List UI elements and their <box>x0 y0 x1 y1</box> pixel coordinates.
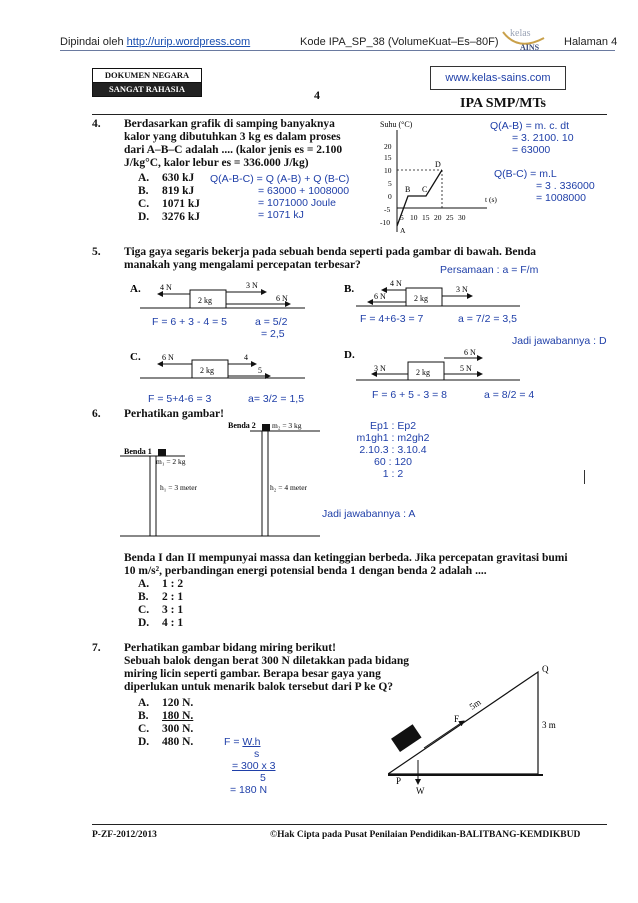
note-line: 60 : 120 <box>374 456 412 468</box>
footer-copyright: ©Hak Cipta pada Pusat Penilaian Pendidikan-BALITBANG-KEMDIKBUD <box>270 830 581 840</box>
q7-line: Perhatikan gambar bidang miring berikut! <box>124 642 336 654</box>
q6-number: 6. <box>92 408 101 420</box>
note-wh: W.h <box>242 736 261 748</box>
note-line: = 63000 + 1008000 <box>258 185 350 197</box>
scan-credit-link[interactable]: http://urip.wordpress.com <box>126 36 251 48</box>
point-label: B <box>405 185 411 194</box>
option-text: 1071 kJ <box>162 198 201 210</box>
length-label: 5m <box>467 696 483 712</box>
force-label: 6 N <box>276 294 288 303</box>
note-line: = 1071000 Joule <box>258 197 336 209</box>
x-tick: 10 <box>410 213 418 222</box>
force-label: 4 N <box>390 279 402 288</box>
stamp-bottom: SANGAT RAHASIA <box>93 83 201 96</box>
footer-code: P-ZF-2012/2013 <box>92 830 157 840</box>
doc-page-number: 4 <box>314 88 320 102</box>
option-text: 300 N. <box>162 723 194 735</box>
q4-line: J/kg°C, kalor lebur es = 336.000 J/kg) <box>124 157 309 169</box>
subject-title: IPA SMP/MTs <box>460 96 546 111</box>
stamp-top: DOKUMEN NEGARA <box>93 69 201 83</box>
note-qabc <box>210 173 349 221</box>
option-text: 1 : 2 <box>162 578 184 590</box>
option-text: 3 : 1 <box>162 604 184 616</box>
y-tick: 10 <box>384 166 392 175</box>
q4-line: dari A–B–C adalah .... (kalor jenis es = 2.100 <box>124 144 343 156</box>
note-d-accel: a = 8/2 = 4 <box>484 389 535 401</box>
h2-label: h₂ = 4 meter <box>270 483 308 492</box>
option-letter: D. <box>138 211 150 223</box>
note-line: m1gh1 : m2gh2 <box>356 432 430 444</box>
graph-ylabel: Suhu (°C) <box>380 120 413 129</box>
weight-label: W <box>416 786 425 796</box>
option-letter: B. <box>138 185 149 197</box>
note-b-force: F = 4+6-3 = 7 <box>360 313 424 325</box>
x-tick: 25 <box>446 213 454 222</box>
page-indicator: Halaman 4 <box>564 36 618 48</box>
q7-number: 7. <box>92 642 101 654</box>
force-label: 4 N <box>160 283 172 292</box>
option-text: 3276 kJ <box>162 211 201 223</box>
note-line: 2.10.3 : 3.10.4 <box>359 444 427 456</box>
point-label: A <box>400 226 406 235</box>
note-calc-den: 5 <box>260 772 266 784</box>
note-qab <box>490 120 574 156</box>
y-tick: 20 <box>384 142 392 151</box>
option-letter: C. <box>138 604 150 616</box>
benda1-block <box>158 449 166 456</box>
force-label: 3 N <box>456 285 468 294</box>
q4-line: Berdasarkan grafik di samping banyaknya <box>124 118 335 130</box>
q6-title: Perhatikan gambar! <box>124 408 224 420</box>
note-f: F = <box>224 736 243 748</box>
header-divider <box>60 50 615 51</box>
x-tick: 5 <box>400 213 404 222</box>
note-c-force: F = 5+4-6 = 3 <box>148 393 212 405</box>
note-line: = 3. 2100. 10 <box>512 132 574 144</box>
m2-label: m₂ = 3 kg <box>272 421 302 430</box>
graph-xlabel: t (s) <box>485 195 497 204</box>
scan-mark <box>584 470 585 484</box>
note-qbc <box>494 168 595 204</box>
mass-label: 2 kg <box>414 294 428 303</box>
q6-heights-diagram <box>120 418 330 540</box>
option-letter: D. <box>138 736 150 748</box>
option-letter: A. <box>138 697 150 709</box>
mass-label: 2 kg <box>200 366 214 375</box>
q6-answer: Jadi jawabannya : A <box>322 508 416 520</box>
option-letter: C. <box>138 198 150 210</box>
force-label: 6 N <box>374 292 386 301</box>
option-text: 120 N. <box>162 697 194 709</box>
note-calc-num: = 300 x 3 <box>232 760 276 772</box>
diagram-label: B. <box>344 283 355 295</box>
benda2-block <box>262 424 270 431</box>
note-a-accel <box>255 316 287 340</box>
option-text: 630 kJ <box>162 172 195 184</box>
point-label: D <box>435 160 441 169</box>
q7-line: diperlukan untuk menarik balok tersebut dari P ke Q? <box>124 681 394 693</box>
force-label: 3 N <box>374 364 386 373</box>
note-line: = 1071 kJ <box>258 209 304 221</box>
q4-stem <box>124 118 342 170</box>
note-b-accel: a = 7/2 = 3,5 <box>458 313 517 325</box>
balok-block <box>391 724 422 752</box>
option-letter: D. <box>138 617 150 629</box>
doc-rule <box>92 114 607 115</box>
block-body <box>391 724 422 752</box>
q7-stem <box>124 642 409 694</box>
q7-line: Sebuah balok dengan berat 300 N diletakkan pada bidang <box>124 655 410 667</box>
m1-label: m₁ = 2 kg <box>156 457 186 466</box>
note-line: = 3 . 336000 <box>536 180 595 192</box>
option-text: 2 : 1 <box>162 591 184 603</box>
option-letter: B. <box>138 591 149 603</box>
note-c-accel: a= 3/2 = 1,5 <box>248 393 305 405</box>
x-tick: 20 <box>434 213 442 222</box>
q6-line: Benda I dan II mempunyai massa dan ketinggian berbeda. Jika percepatan gravitasi bumi <box>124 552 568 564</box>
diagram-label: C. <box>130 351 141 363</box>
diagram-label: D. <box>344 349 355 361</box>
incline-plane <box>388 672 538 774</box>
q4-temperature-graph <box>362 112 502 240</box>
mass-label: 2 kg <box>198 296 212 305</box>
option-letter: A. <box>138 172 150 184</box>
note-line: 1 : 2 <box>382 468 404 480</box>
option-text: 819 kJ <box>162 185 195 197</box>
note-s: s <box>254 748 260 760</box>
force-label: 6 N <box>464 348 476 357</box>
note-line: a = 5/2 <box>255 316 288 328</box>
logo-bottom-text: AINS <box>520 43 540 52</box>
q6-options <box>138 578 183 630</box>
diagram-label: A. <box>130 283 141 295</box>
q6-energy-notes <box>338 420 448 480</box>
y-tick: -10 <box>380 218 390 227</box>
footer-rule <box>92 824 607 825</box>
note-d-force: F = 6 + 5 - 3 = 8 <box>372 389 448 401</box>
scan-credit-text: Dipindai oleh <box>60 36 127 48</box>
option-letter: A. <box>138 578 150 590</box>
q5-equation-note: Persamaan : a = F/m <box>440 264 539 276</box>
option-text: 4 : 1 <box>162 617 184 629</box>
q5-number: 5. <box>92 246 101 258</box>
q4-number: 4. <box>92 118 101 130</box>
benda2-label: Benda 2 <box>228 421 256 430</box>
y-tick: 15 <box>384 153 392 162</box>
point-p: P <box>396 776 402 786</box>
q4-options <box>138 172 200 224</box>
note-line: = 2,5 <box>261 328 285 340</box>
point-label: C <box>422 185 428 194</box>
q5-answer: Jadi jawabannya : D <box>512 335 607 347</box>
note-line: Ep1 : Ep2 <box>369 420 417 432</box>
q5-line: Tiga gaya segaris bekerja pada sebuah benda seperti pada gambar di bawah. Benda <box>124 246 537 258</box>
q7-options <box>138 697 193 749</box>
force-label: 5 <box>258 366 262 375</box>
q7-incline-diagram <box>388 660 568 800</box>
y-tick: -5 <box>384 205 391 214</box>
logo-top-text: kelas <box>510 28 531 39</box>
mass-label: 2 kg <box>416 368 430 377</box>
force-label: 5 N <box>460 364 472 373</box>
option-text-selected: 180 N. <box>162 710 194 722</box>
note-line: = 63000 <box>512 144 551 156</box>
site-url-box[interactable]: www.kelas-sains.com <box>430 66 566 90</box>
force-label: 3 N <box>246 281 258 290</box>
note-a-force: F = 6 + 3 - 4 = 5 <box>152 316 228 328</box>
q7-line: miring licin seperti gambar. Berapa besar gaya yang <box>124 668 381 680</box>
note-line: Q(A-B) = m. c. dt <box>490 120 570 132</box>
note-result: = 180 N <box>230 784 268 796</box>
force-label: 6 N <box>162 353 174 362</box>
q6-stem <box>124 552 568 578</box>
benda1-label: Benda 1 <box>124 447 152 456</box>
x-tick: 15 <box>422 213 430 222</box>
x-tick: 30 <box>458 213 466 222</box>
force-label: 4 <box>244 353 248 362</box>
height-label: 3 m <box>542 720 556 730</box>
h1-label: h₁ = 3 meter <box>160 483 198 492</box>
doc-code: Kode IPA_SP_38 (VolumeKuat–Es–80F) <box>300 36 499 48</box>
note-line: = 1008000 <box>536 192 586 204</box>
q7-work-notes <box>224 736 276 796</box>
q4-line: kalor yang dibutuhkan 3 kg es dalam proses <box>124 131 341 143</box>
option-letter: C. <box>138 723 150 735</box>
force-label: F <box>454 714 460 724</box>
y-tick: 0 <box>388 192 392 201</box>
q5-line: manakah yang mengalami percepatan terbesar? <box>124 259 361 271</box>
q6-line: 10 m/s², perbandingan energi potensial benda 1 dengan benda 2 adalah .... <box>124 565 487 577</box>
option-letter: B. <box>138 710 149 722</box>
note-line: Q(A-B-C) = Q (A-B) + Q (B-C) <box>210 173 350 185</box>
scan-credit <box>60 36 250 48</box>
option-text: 480 N. <box>162 736 194 748</box>
secrecy-stamp <box>92 68 202 97</box>
y-tick: 5 <box>388 179 392 188</box>
point-q: Q <box>542 664 549 674</box>
note-line: Q(B-C) = m.L <box>494 168 557 180</box>
